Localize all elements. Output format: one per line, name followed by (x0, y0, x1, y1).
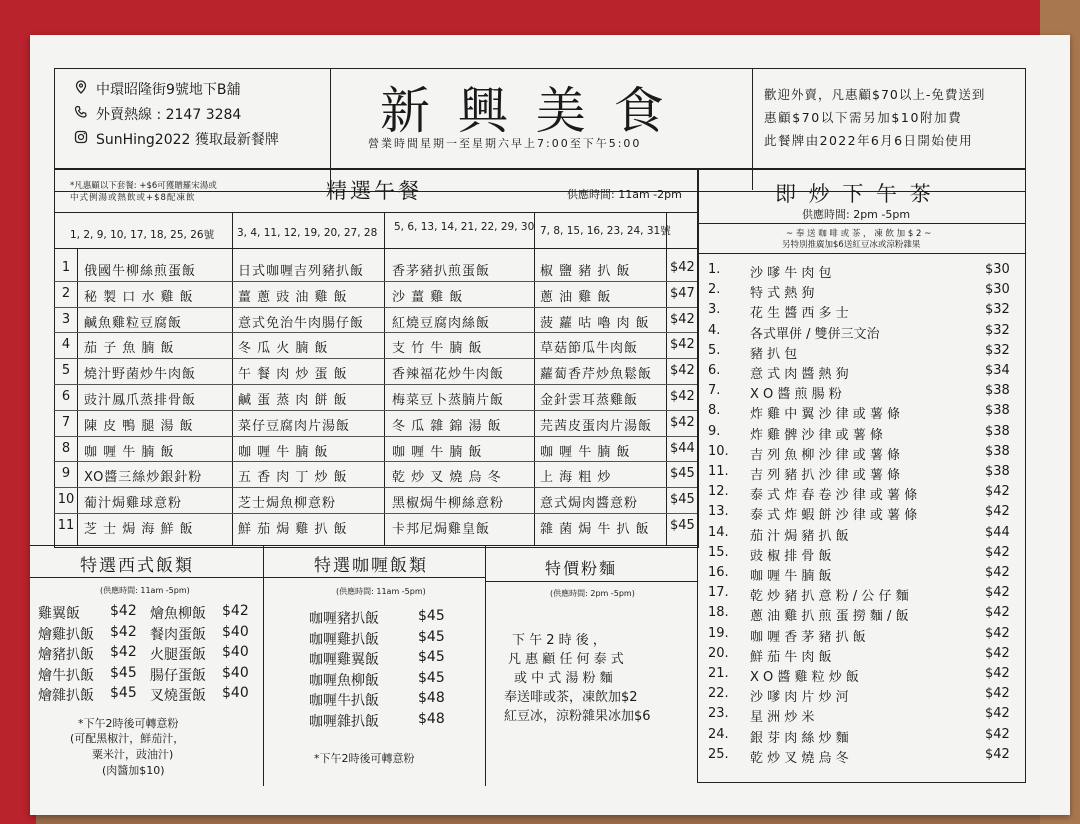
tea-item-price: $32 (985, 342, 1010, 358)
tea-item-name: 乾 炒 叉 燒 烏 冬 (750, 750, 849, 766)
tea-item-number: 20. (708, 645, 729, 661)
western-title: 特選西式飯類 (80, 556, 194, 576)
delivery-notice-3: 此餐牌由2022年6月6日開始使用 (764, 133, 974, 148)
curry-item-name: 咖喱雞扒飯 (309, 631, 379, 648)
lunch-row-divider (54, 513, 698, 514)
lunch-row-divider (54, 410, 698, 411)
lunch-dish-col-3: 冬 瓜 雜 錦 湯 飯 (392, 418, 502, 434)
lunch-row-price: $45 (670, 466, 695, 482)
lunch-row-divider (54, 358, 698, 359)
curry-title: 特選咖喱飯類 (314, 556, 428, 576)
tea-note-2: 另特別推廣加$6送紅豆冰或涼粉雜果 (782, 240, 921, 250)
tea-item-name: 蔥 油 雞 扒 煎 蛋 撈 麵 / 飯 (750, 609, 909, 625)
lunch-row-price: $45 (670, 518, 695, 533)
lunch-row-price: $42 (670, 337, 695, 353)
shop-address: 中環昭隆街9號地下B舖 (96, 82, 241, 98)
tea-item-name: 炸 雞 髀 沙 律 或 薯 條 (750, 427, 883, 443)
lunch-row-number: 1 (61, 260, 71, 275)
lunch-dish-col-2: 日式咖喱吉列豬扒飯 (238, 264, 365, 279)
tea-item-price: $34 (985, 363, 1010, 378)
curry-note: *下午2時後可轉意粉 (314, 752, 415, 765)
lunch-dish-col-3: 支 竹 牛 腩 飯 (392, 341, 483, 357)
tea-item-price: $42 (985, 585, 1010, 601)
lunch-dish-col-1: 豉汁鳳爪蒸排骨飯 (84, 393, 197, 408)
tea-item-name: 各式單併 / 雙併三文治 (750, 326, 880, 342)
noodle-line-4: 奉送啡或茶，凍飲加$2 (504, 690, 638, 705)
lunch-dish-col-1: XO醬三絲炒銀針粉 (84, 470, 203, 486)
lunch-dish-col-1: 秘 製 口 水 雞 飯 (84, 289, 194, 305)
tea-item-number: 18. (708, 605, 729, 621)
tea-item-name: 吉 列 豬 扒 沙 律 或 薯 條 (750, 468, 901, 483)
lunch-dish-col-4: 上 海 粗 炒 (540, 470, 612, 486)
tea-item-name: 咖 喱 香 茅 豬 扒 飯 (750, 629, 866, 645)
lunch-row-number: 10 (57, 492, 75, 508)
lunch-row-divider (54, 281, 698, 282)
lunch-row-divider (54, 307, 698, 308)
western-item-price: $42 (110, 623, 137, 640)
tea-item-number: 7. (708, 383, 721, 399)
red-tablecloth-top (0, 0, 1080, 40)
lunch-row-number: 8 (61, 440, 71, 456)
curry-item-name: 咖喱豬扒飯 (309, 611, 379, 627)
tea-item-number: 11. (708, 464, 729, 479)
tea-item-price: $42 (985, 484, 1010, 500)
tea-item-price: $42 (985, 706, 1010, 722)
tea-item-name: 炸 雞 中 翼 沙 律 或 薯 條 (750, 407, 901, 423)
tea-item-name: 銀 芽 肉 絲 炒 麵 (750, 730, 849, 746)
tea-item-number: 19. (708, 625, 729, 641)
lunch-dish-col-2: 鹹 蛋 蒸 肉 餅 飯 (238, 393, 348, 408)
tea-item-price: $42 (985, 746, 1010, 762)
tea-item-price: $38 (985, 423, 1010, 439)
business-hours: 營業時間星期一至星期六早上7:00至下午5:00 (368, 137, 642, 150)
lunch-dish-col-3: 黑椒焗牛柳絲意粉 (392, 496, 505, 512)
noodle-time: (供應時間: 2pm -5pm) (550, 589, 635, 598)
tea-item-price: $38 (985, 403, 1010, 419)
noodle-line-3: 或 中 式 湯 粉 麵 (514, 671, 613, 686)
tea-item-number: 4. (708, 322, 721, 338)
tea-item-name: X O 醬 雞 粒 炒 飯 (750, 670, 859, 685)
lunch-dish-col-3: 咖 喱 牛 腩 飯 (392, 444, 483, 460)
tea-item-number: 6. (708, 363, 721, 378)
tea-item-name: 沙 嗲 牛 肉 包 (750, 266, 832, 281)
tea-item-number: 16. (708, 565, 729, 580)
western-item-price: $40 (222, 623, 249, 640)
noodle-line-5: 紅豆冰，涼粉雜果冰加$6 (504, 709, 651, 724)
western-item-price: $45 (110, 664, 137, 681)
curry-item-price: $45 (418, 669, 445, 686)
tea-item-price: $32 (985, 302, 1010, 318)
tea-item-name: 泰 式 炸 春 卷 沙 律 或 薯 條 (750, 488, 918, 504)
tea-item-price: $32 (985, 322, 1010, 338)
curry-item-price: $45 (418, 608, 445, 624)
lunch-dish-col-1: 咖 喱 牛 腩 飯 (84, 444, 175, 460)
lunch-dish-col-3: 乾 炒 叉 燒 烏 冬 (392, 470, 502, 486)
western-item-name: 燴豬扒飯 (38, 647, 94, 663)
lunch-days-col-3: 5, 6, 13, 14, 21, 22, 29, 30 (394, 221, 535, 233)
lunch-dish-col-1: 俄國牛柳絲煎蛋飯 (84, 264, 197, 279)
lunch-days-col-1: 1, 2, 9, 10, 17, 18, 25, 26號 (70, 229, 215, 241)
lunch-dish-col-4: 草菇節瓜牛肉飯 (540, 341, 639, 357)
tea-item-name: 乾 炒 豬 扒 意 粉 / 公 仔 麵 (750, 589, 909, 605)
noodle-line-2: 凡 惠 顧 任 何 泰 式 (508, 652, 624, 667)
western-item-name: 腸仔蛋飯 (150, 667, 206, 684)
tea-item-number: 5. (708, 342, 721, 358)
lunch-dish-col-2: 午 餐 肉 炒 蛋 飯 (238, 367, 348, 383)
western-note-3: 粟米汁，豉油汁) (92, 748, 174, 761)
curry-item-name: 咖喱雜扒飯 (309, 713, 379, 730)
lunch-row-number: 4 (61, 337, 71, 353)
western-time: (供應時間: 11am -5pm) (100, 586, 190, 595)
lunch-title: 精選午餐 (326, 179, 422, 203)
lunch-dish-col-3: 紅燒豆腐肉絲飯 (392, 315, 491, 331)
lunch-dish-col-4: 芫茜皮蛋肉片湯飯 (540, 418, 653, 434)
tea-item-number: 2. (708, 282, 721, 298)
lunch-row-divider (54, 332, 698, 333)
delivery-notice-2: 惠顧$70以下需另加$10附加費 (764, 110, 963, 125)
western-item-price: $42 (110, 603, 137, 619)
tea-item-number: 14. (708, 524, 729, 540)
social-handle: SunHing2022 獲取最新餐牌 (96, 132, 279, 148)
tea-item-number: 23. (708, 706, 729, 722)
tea-item-number: 25. (708, 746, 729, 762)
lunch-dish-col-2: 菜仔豆腐肉片湯飯 (238, 418, 351, 434)
western-item-name: 燴牛扒飯 (38, 667, 94, 684)
curry-item-price: $48 (418, 710, 445, 727)
lunch-row-price: $47 (670, 285, 695, 301)
tea-item-name: 豉 椒 排 骨 飯 (750, 548, 832, 564)
western-item-name: 火腿蛋飯 (150, 647, 206, 663)
lunch-row-divider (54, 436, 698, 437)
lunch-days-divider (54, 248, 698, 249)
lunch-dish-col-2: 意式免治牛肉腸仔飯 (238, 315, 365, 331)
tea-item-price: $42 (985, 645, 1010, 661)
lunch-row-price: $42 (670, 414, 695, 430)
lunch-row-number: 7 (61, 414, 71, 430)
western-item-price: $40 (222, 685, 249, 701)
tea-item-price: $38 (985, 443, 1010, 459)
tea-item-number: 17. (708, 585, 729, 601)
western-item-price: $40 (222, 664, 249, 681)
lunch-col-divider-4 (666, 212, 667, 545)
tea-item-name: 沙 嗲 肉 片 炒 河 (750, 690, 849, 706)
tea-item-name: 鮮 茄 牛 肉 飯 (750, 649, 832, 665)
lunch-row-divider (54, 487, 698, 488)
lunch-row-price: $44 (670, 440, 695, 456)
tea-item-name: 泰 式 炸 蝦 餅 沙 律 或 薯 條 (750, 508, 918, 524)
phone-icon (74, 105, 88, 119)
tea-item-name: 星 洲 炒 米 (750, 710, 815, 726)
tea-note-1: ~ 奉 送 咖 啡 或 茶 ， 凍 飲 加 $ 2 ~ (786, 229, 932, 239)
tea-item-number: 1. (708, 262, 721, 277)
noodle-title: 特價粉麵 (545, 559, 618, 578)
tea-item-number: 21. (708, 666, 729, 681)
western-item-name: 雞翼飯 (38, 606, 80, 622)
curry-item-name: 咖喱牛扒飯 (309, 693, 379, 709)
lunch-dish-col-4: 意式焗肉醬意粉 (540, 496, 639, 512)
noodle-header-divider (485, 581, 697, 582)
tea-item-price: $38 (985, 464, 1010, 479)
tea-item-number: 10. (708, 443, 729, 459)
lunch-dish-col-2: 薑 蔥 豉 油 雞 飯 (238, 289, 348, 305)
tea-item-price: $42 (985, 565, 1010, 580)
western-item-name: 燴雜扒飯 (38, 688, 94, 704)
tea-item-price: $38 (985, 383, 1010, 399)
curry-item-name: 咖喱魚柳飯 (309, 672, 379, 689)
western-item-name: 燴魚柳飯 (150, 606, 206, 622)
delivery-notice-1: 歡迎外賣，凡惠顧$70以上-免費送到 (764, 87, 986, 102)
tea-item-name: 咖 喱 牛 腩 飯 (750, 569, 832, 584)
instagram-icon (74, 130, 88, 144)
western-item-price: $42 (110, 644, 137, 660)
western-note-4: (肉醬加$10) (102, 764, 165, 777)
lunch-dish-col-2: 五 香 肉 丁 炒 飯 (238, 470, 348, 486)
lunch-note-1: *凡惠顧以下套餐: +$6可獲贈羅宋湯或 (70, 181, 217, 191)
lunch-row-number: 9 (61, 466, 71, 482)
western-header-divider (30, 577, 263, 578)
menu-sheet (30, 35, 1070, 815)
tea-item-price: $42 (985, 726, 1010, 742)
tea-header-divider (697, 223, 1025, 224)
lunch-col-divider-2 (384, 212, 385, 545)
lunch-row-number: 2 (61, 285, 71, 301)
western-note-1: *下午2時後可轉意粉 (78, 717, 179, 730)
lunch-dish-col-3: 梅菜豆卜蒸腩片飯 (392, 393, 505, 408)
lunch-days-col-2: 3, 4, 11, 12, 19, 20, 27, 28 (237, 227, 378, 239)
tea-item-number: 15. (708, 544, 729, 560)
lunch-dish-col-2: 冬 瓜 火 腩 飯 (238, 341, 329, 357)
tea-item-price: $42 (985, 686, 1010, 702)
lunch-row-number: 11 (57, 518, 75, 533)
lunch-dish-col-3: 香茅豬扒煎蛋飯 (392, 264, 491, 279)
tea-item-number: 24. (708, 726, 729, 742)
tea-item-price: $42 (985, 666, 1010, 681)
western-item-name: 叉燒蛋飯 (150, 688, 206, 704)
curry-time: (供應時間: 11am -5pm) (336, 587, 426, 596)
curry-item-price: $45 (418, 628, 445, 645)
lunch-dish-col-4: 雜 菌 焗 牛 扒 飯 (540, 522, 650, 537)
western-item-name: 餐肉蛋飯 (150, 626, 206, 643)
lunch-dish-col-4: 金針雲耳蒸雞飯 (540, 393, 639, 408)
lunch-dish-col-1: 芝 士 焗 海 鮮 飯 (84, 522, 194, 537)
tea-item-price: $30 (985, 262, 1010, 277)
tea-item-number: 13. (708, 504, 729, 520)
tea-item-name: 豬 扒 包 (750, 346, 798, 362)
noodle-line-1: 下 午 2 時 後 ， (512, 633, 606, 648)
tea-item-price: $42 (985, 625, 1010, 641)
western-item-name: 燴雞扒飯 (38, 626, 94, 643)
lunch-dish-col-4: 椒 鹽 豬 扒 飯 (540, 264, 631, 279)
lunch-dish-col-1: 燒汁野菌炒牛肉飯 (84, 367, 197, 383)
tea-item-price: $44 (985, 524, 1010, 540)
western-item-price: $42 (222, 603, 249, 619)
tea-item-name: 吉 列 魚 柳 沙 律 或 薯 條 (750, 447, 901, 463)
lunch-row-price: $42 (670, 363, 695, 379)
location-pin-icon (74, 80, 88, 94)
lunch-dish-col-3: 香辣福花炒牛肉飯 (392, 367, 505, 383)
lunch-row-number: 5 (61, 363, 71, 379)
tea-item-price: $30 (985, 282, 1010, 298)
tea-item-name: 特 式 熱 狗 (750, 286, 815, 302)
shop-title: 新 興 美 食 (380, 82, 670, 140)
lunch-dish-col-4: 蘿蔔香芹炒魚鬆飯 (540, 367, 653, 383)
lunch-dish-col-3: 卡邦尼焗雞皇飯 (392, 522, 491, 537)
tea-item-number: 9. (708, 423, 721, 439)
tea-item-price: $42 (985, 544, 1010, 560)
lunch-dish-col-1: 鹹魚雞粒豆腐飯 (84, 315, 183, 331)
delivery-hotline: 外賣熱線 : 2147 3284 (96, 107, 242, 123)
tea-item-name: 茄 汁 焗 豬 扒 飯 (750, 528, 849, 544)
lunch-row-price: $45 (670, 492, 695, 508)
lunch-row-price: $42 (670, 260, 695, 275)
lunch-dish-col-2: 芝士焗魚柳意粉 (238, 496, 337, 512)
tea-item-number: 22. (708, 686, 729, 702)
lunch-col-divider-1 (232, 212, 233, 545)
tea-item-number: 8. (708, 403, 721, 419)
tea-time: 供應時間: 2pm -5pm (802, 208, 911, 221)
lunch-row-divider (54, 461, 698, 462)
curry-header-divider (263, 577, 485, 578)
lunch-header-divider (54, 212, 698, 213)
tea-item-price: $42 (985, 605, 1010, 621)
lunch-row-price: $42 (670, 389, 695, 404)
lunch-dish-col-4: 咖 喱 牛 腩 飯 (540, 444, 631, 460)
lunch-col-divider-3 (534, 212, 535, 545)
tea-title: 即 炒 下 午 茶 (775, 182, 934, 206)
lunch-dish-col-2: 咖 喱 牛 腩 飯 (238, 444, 329, 460)
lunch-row-divider (54, 384, 698, 385)
tea-item-number: 3. (708, 302, 721, 318)
curry-item-price: $45 (418, 649, 445, 665)
lunch-dish-col-1: 茄 子 魚 腩 飯 (84, 341, 175, 357)
western-item-price: $45 (110, 685, 137, 701)
tea-item-number: 12. (708, 484, 729, 500)
lunch-row-number: 3 (61, 311, 71, 327)
lunch-note-2: 中式例湯或熱飲或+$8配凍飲 (70, 193, 196, 203)
lunch-dish-col-1: 陳 皮 鴨 腿 湯 飯 (84, 418, 194, 434)
lunch-dish-col-1: 葡汁焗雞球意粉 (84, 496, 183, 512)
western-note-2: (可配黑椒汁，鮮茄汁， (70, 732, 185, 745)
western-item-price: $40 (222, 644, 249, 660)
lunch-time: 供應時間: 11am -2pm (567, 188, 682, 201)
tea-item-name: 花 生 醬 西 多 士 (750, 306, 849, 322)
lunch-row-number: 6 (61, 389, 71, 404)
lunch-dish-col-2: 鮮 茄 焗 雞 扒 飯 (238, 522, 348, 537)
lunch-dish-col-4: 蔥 油 雞 飯 (540, 289, 612, 305)
lunch-dish-col-3: 沙 薑 雞 飯 (392, 289, 464, 305)
lunch-row-price: $42 (670, 311, 695, 327)
curry-item-name: 咖喱雞翼飯 (309, 652, 379, 668)
lunch-dish-col-4: 菠 蘿 咕 嚕 肉 飯 (540, 315, 650, 331)
tea-item-name: 意 式 肉 醬 熱 狗 (750, 367, 849, 382)
tea-item-name: X O 醬 煎 腸 粉 (750, 387, 842, 403)
curry-item-price: $48 (418, 690, 445, 706)
tea-note-divider (697, 253, 1025, 254)
lunch-days-col-4: 7, 8, 15, 16, 23, 24, 31號 (540, 225, 671, 237)
tea-item-price: $42 (985, 504, 1010, 520)
